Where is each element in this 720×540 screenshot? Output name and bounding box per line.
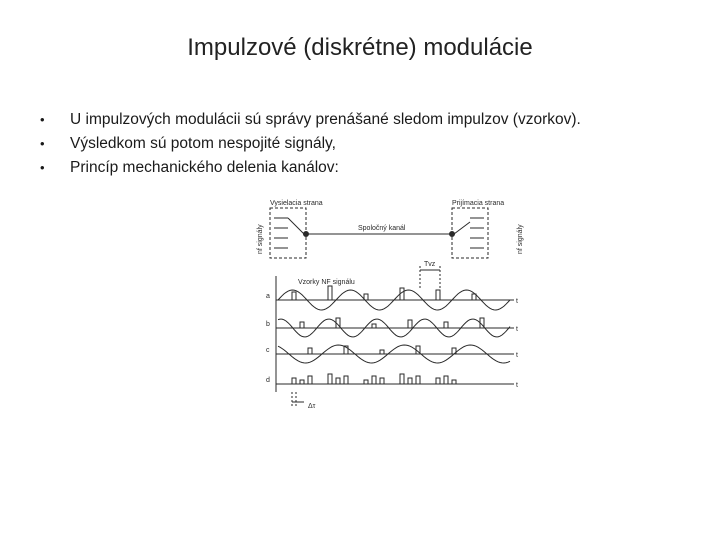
nf-signals-left-label: nf signály [257, 224, 264, 254]
samples-row-d [292, 374, 456, 384]
receiver-box [452, 208, 488, 258]
row-label-c: c [266, 347, 270, 354]
bullet-item [40, 108, 581, 132]
bullet-text: Výsledkom sú potom nespojité signály, [70, 135, 336, 152]
common-channel-label: Spoločný kanál [358, 225, 406, 232]
bullet-item [40, 156, 581, 180]
sender-box [270, 208, 306, 258]
sender-taps [274, 218, 304, 248]
bullet-list [40, 108, 581, 180]
axis-t-label: t [516, 352, 518, 359]
receiver-taps [454, 218, 484, 248]
row-label-b: b [266, 321, 270, 328]
axis-t-label: t [516, 382, 518, 389]
bullet-text: Princíp mechanického delenia kanálov: [70, 159, 339, 176]
slide-title: Impulzové (diskrétne) modulácie [187, 34, 533, 61]
channel-division-diagram [252, 196, 532, 416]
bullet-icon: • [40, 136, 45, 151]
axis-t-label: t [516, 326, 518, 333]
bullet-text: U impulzových modulácii sú správy prenášané sledom impulzov (vzorkov). [70, 111, 581, 128]
receiving-side-label: Prijímacia strana [452, 200, 505, 207]
switch-left-icon [304, 232, 309, 237]
samples-label: Vzorky NF signálu [298, 279, 355, 286]
switch-right-icon [450, 232, 455, 237]
period-label: Tvz [424, 261, 436, 268]
bullet-icon: • [40, 160, 45, 175]
bullet-icon: • [40, 112, 45, 127]
nf-signals-right-label: nf signály [517, 224, 524, 254]
bullet-item [40, 132, 581, 156]
sending-side-label: Vysielacia strana [270, 200, 323, 207]
row-label-d: d [266, 377, 270, 384]
axis-t-label: t [516, 298, 518, 305]
samples-row-a [292, 286, 476, 300]
row-label-a: a [266, 293, 270, 300]
pulse-width-label: Δτ [308, 403, 316, 410]
